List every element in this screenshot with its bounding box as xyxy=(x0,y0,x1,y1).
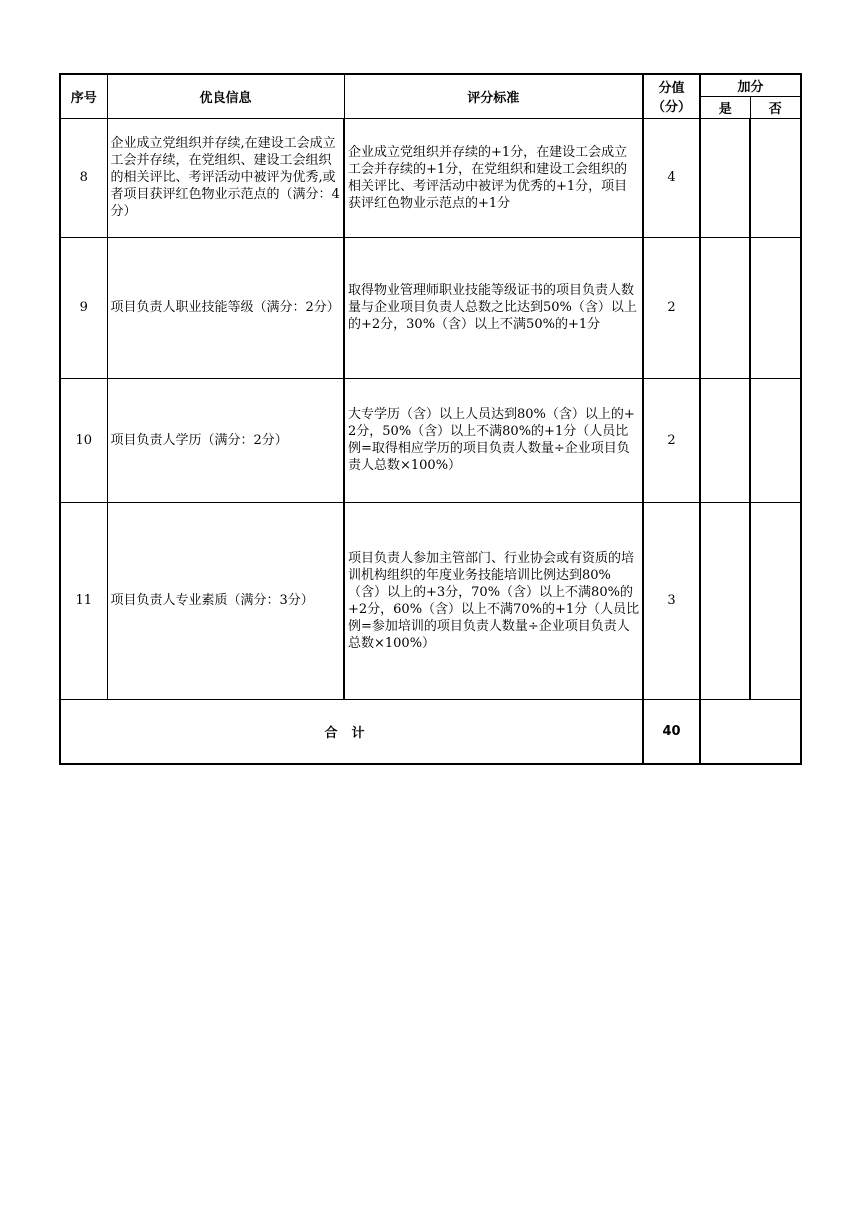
header-score-line2: （分） xyxy=(651,100,691,116)
row-bonus-yes[interactable] xyxy=(700,118,750,237)
header-criteria: 评分标准 xyxy=(344,74,643,118)
row-score: 3 xyxy=(643,502,700,699)
row-bonus-yes[interactable] xyxy=(700,378,750,502)
row-seq: 10 xyxy=(60,378,107,502)
table-row xyxy=(60,378,801,502)
row-bonus-no[interactable] xyxy=(750,378,801,502)
row-bonus-yes[interactable] xyxy=(700,502,750,699)
header-score-line1: 分值 xyxy=(658,81,685,97)
row-bonus-no[interactable] xyxy=(750,502,801,699)
row-info: 项目负责人职业技能等级（满分：2分） xyxy=(107,237,344,378)
header-bonus: 加分 xyxy=(700,74,801,96)
table-row xyxy=(60,118,801,237)
header-seq: 序号 xyxy=(60,74,107,118)
table-row xyxy=(60,237,801,378)
row-bonus-yes[interactable] xyxy=(700,237,750,378)
row-criteria: 取得物业管理师职业技能等级证书的项目负责人数量与企业项目负责人总数之比达到50%（含）以上的+2分，30%（含）以上不满50%的+1分 xyxy=(344,237,643,378)
row-info: 项目负责人学历（满分：2分） xyxy=(107,378,344,502)
row-criteria: 项目负责人参加主管部门、行业协会或有资质的培训机构组织的年度业务技能培训比例达到80%（含）以上的+3分，70%（含）以上不满80%的+2分，60%（含）以上不满70%的+1分（人员比例=参加培训的项目负责人数量÷企业项目负责人总数×100%） xyxy=(344,502,643,699)
header-no: 否 xyxy=(750,96,801,118)
header-score xyxy=(643,74,700,118)
header-info: 优良信息 xyxy=(107,74,344,118)
row-score: 4 xyxy=(643,118,700,237)
total-value: 40 xyxy=(643,699,700,764)
row-criteria: 大专学历（含）以上人员达到80%（含）以上的+2分，50%（含）以上不满80%的+1分（人员比例=取得相应学历的项目负责人数量÷企业项目负责人总数×100%） xyxy=(344,378,643,502)
scoring-table xyxy=(59,73,802,765)
row-info: 企业成立党组织并存续,在建设工会成立工会并存续，在党组织、建设工会组织的相关评比、考评活动中被评为优秀,或者项目获评红色物业示范点的（满分：4分） xyxy=(107,118,344,237)
row-bonus-no[interactable] xyxy=(750,118,801,237)
row-criteria: 企业成立党组织并存续的+1分，在建设工会成立工会并存续的+1分，在党组织和建设工会组织的相关评比、考评活动中被评为优秀的+1分，项目获评红色物业示范点的+1分 xyxy=(344,118,643,237)
row-score: 2 xyxy=(643,237,700,378)
header-yes: 是 xyxy=(700,96,750,118)
row-seq: 8 xyxy=(60,118,107,237)
row-score: 2 xyxy=(643,378,700,502)
row-seq: 9 xyxy=(60,237,107,378)
row-seq: 11 xyxy=(60,502,107,699)
total-bonus[interactable] xyxy=(700,699,801,764)
total-row xyxy=(60,699,801,764)
total-label: 合计 xyxy=(60,699,643,764)
row-bonus-no[interactable] xyxy=(750,237,801,378)
table-row xyxy=(60,502,801,699)
row-info: 项目负责人专业素质（满分：3分） xyxy=(107,502,344,699)
